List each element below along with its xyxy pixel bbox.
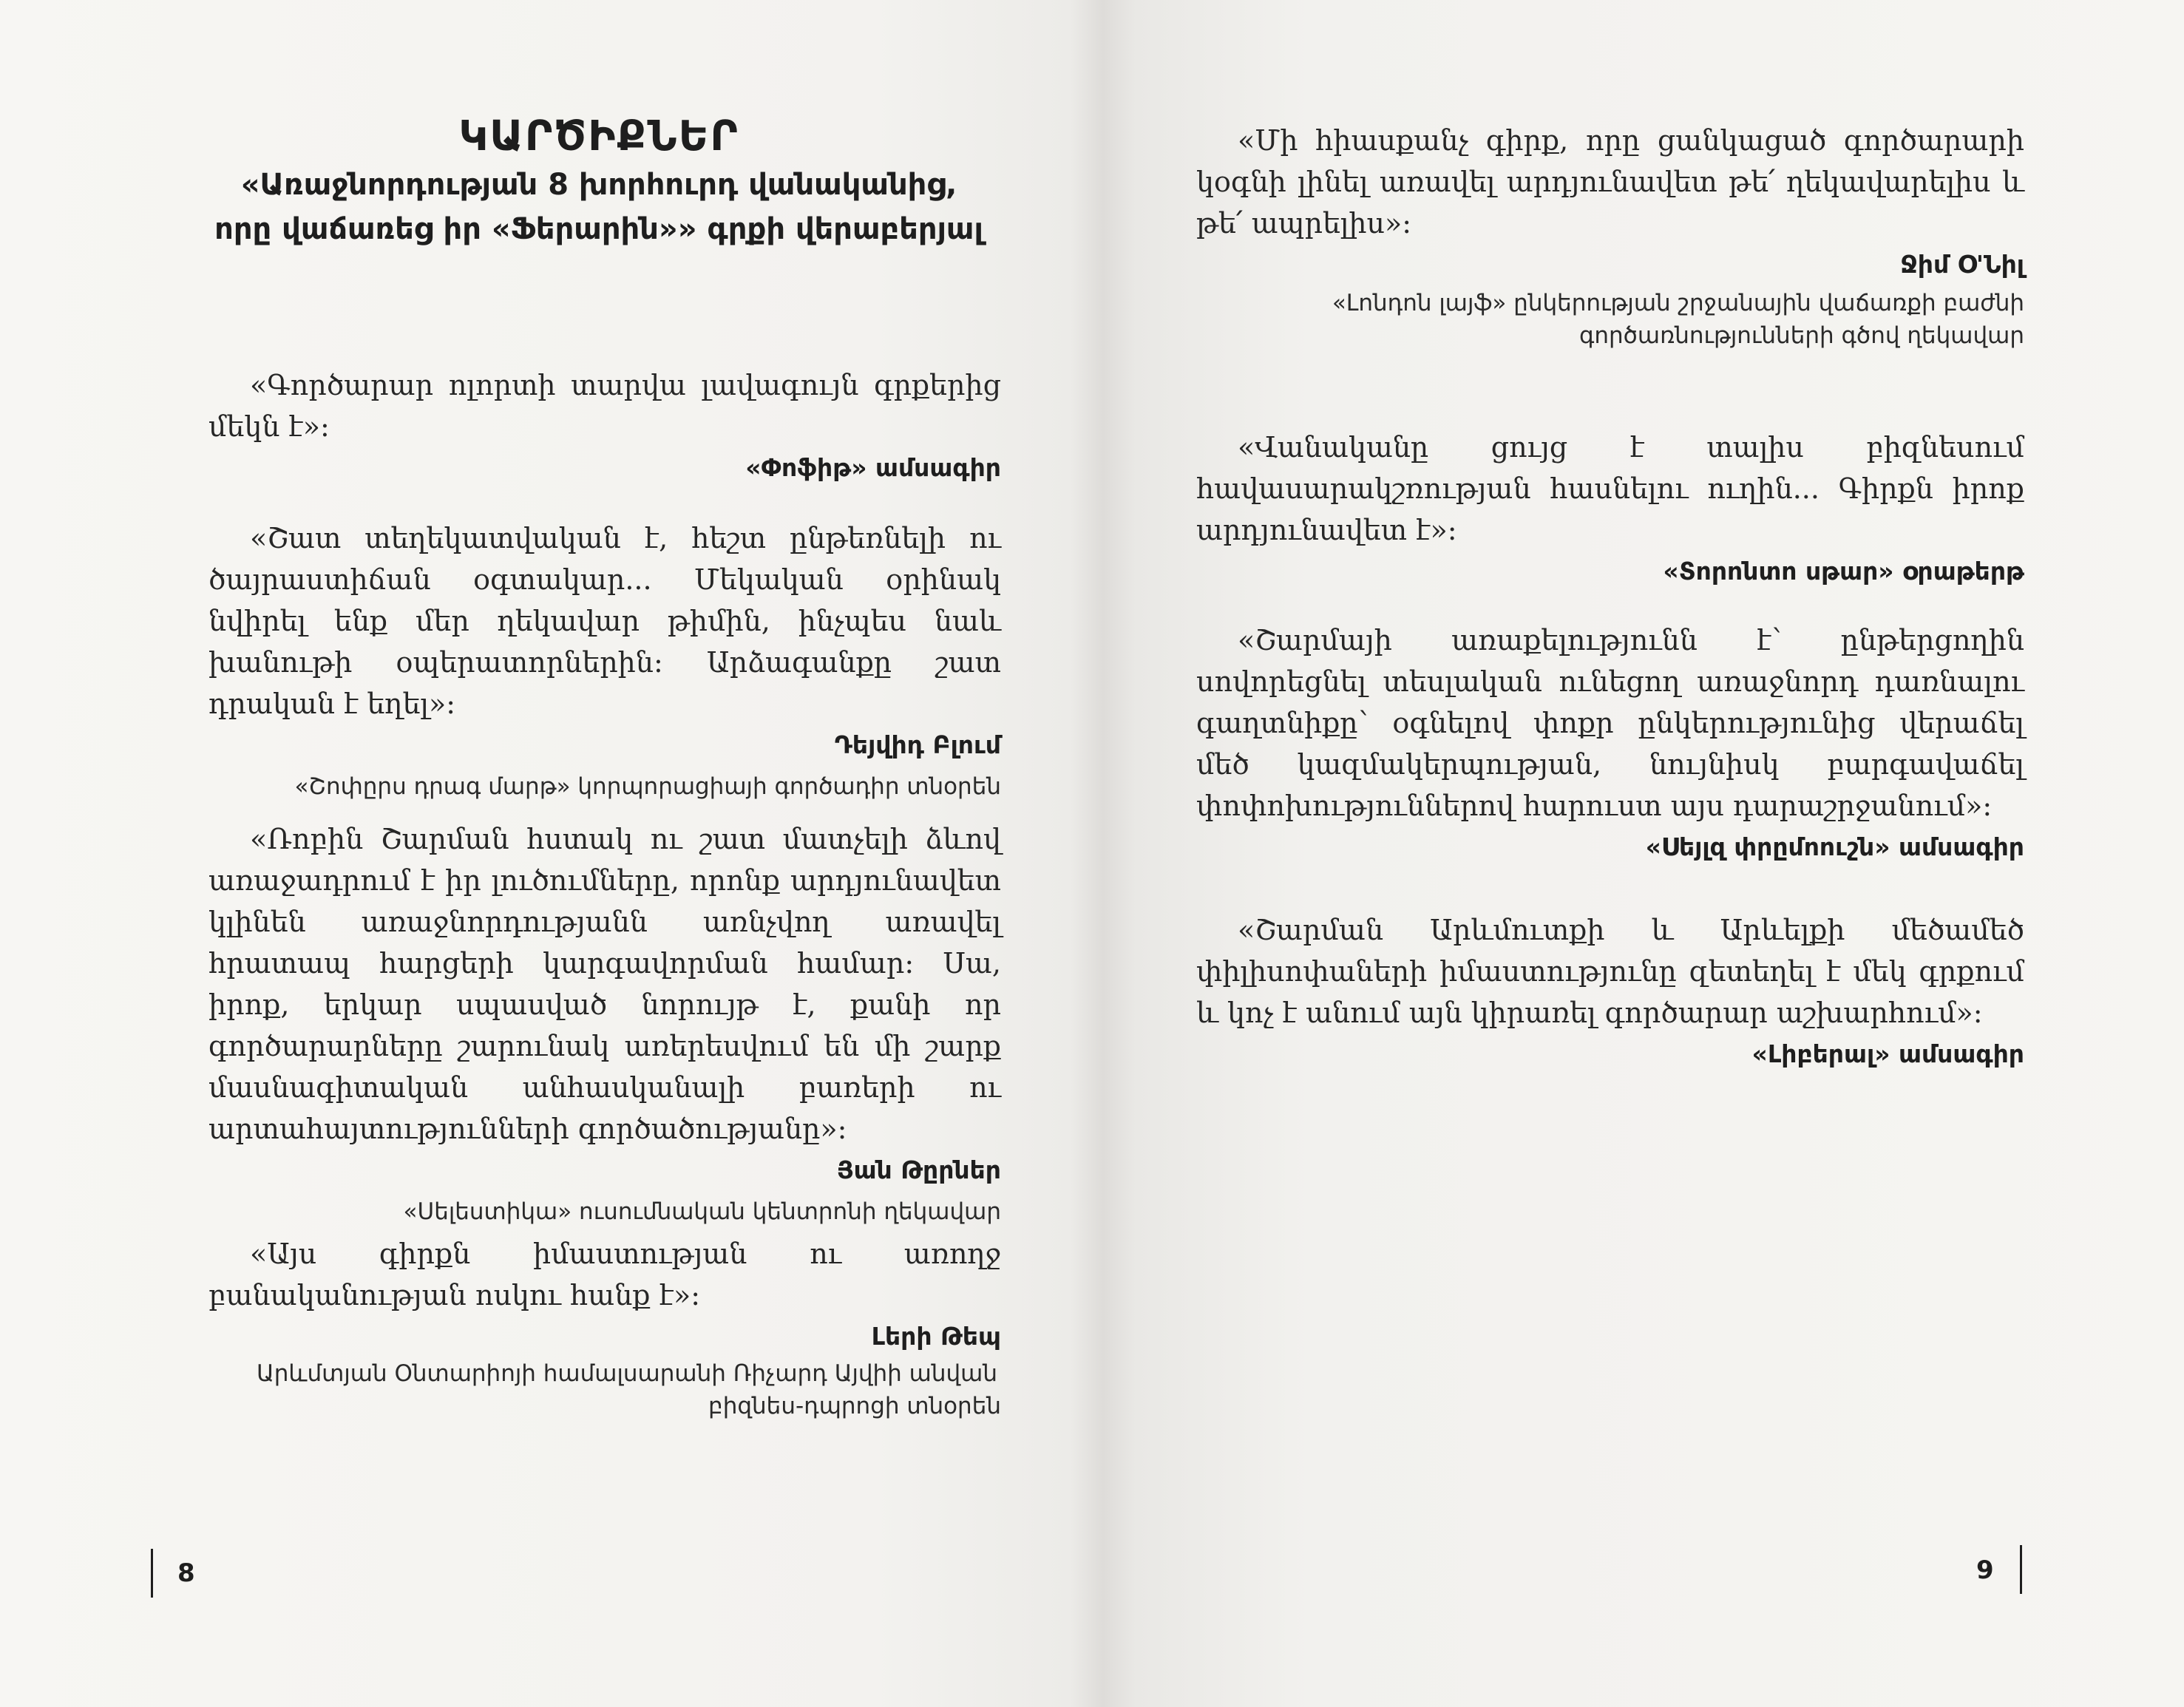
quote-source: «Սեյլզ փրըմոուշն» ամսագիր bbox=[1645, 832, 2024, 861]
review-quote-5 bbox=[1196, 120, 2024, 352]
quote-source: «Փոֆիթ» ամսագիր bbox=[745, 453, 1001, 482]
quote-text: «Մի հիասքանչ գիրք, որը ցանկացած գործարարի կօգնի լինել առավել արդյունավետ թե՛ ղեկավարելիս և թե՛ ապրելիս»: bbox=[1196, 124, 2024, 240]
review-quote-7 bbox=[1196, 620, 2024, 866]
quote-source: «Տորոնտո սթար» օրաթերթ bbox=[1663, 557, 2024, 586]
review-quote-6 bbox=[1196, 427, 2024, 591]
right-page bbox=[1092, 0, 2184, 1707]
quote-author: Լերի Թեպ bbox=[871, 1322, 1001, 1351]
review-quote-3 bbox=[208, 818, 1001, 1228]
quote-text: «Շարման Արևմուտքի և Արևելքի մեծամեծ փիլիսոփաների իմաստությունը զետեղել է մեկ գրքում և կոչ է անում այն կիրառել գործարար աշխարհում»: bbox=[1196, 914, 2024, 1029]
reviews-heading bbox=[207, 111, 991, 251]
quote-text: «Ռոբին Շարման հստակ ու շատ մատչելի ձևով առաջադրում է իր լուծումները, որոնք արդյունավետ կլինեն առաջնորդությանն առնչվող առավել հրատապ հարցերի կարգավորման համար: Սա, իրոք, երկար սպասված նորույթ է, քանի որ գործարարները շարունակ առերեսվում են մի շարք մասնագիտական անհասկանալի բառերի ու արտահայտությունների գործածությանը»: bbox=[208, 823, 1001, 1145]
heading-title: ԿԱՐԾԻՔՆԵՐ bbox=[458, 112, 739, 160]
quote-text: «Այս գիրքն իմաստության ու առողջ բանականության ոսկու հանք է»: bbox=[208, 1238, 1001, 1311]
quote-author-role-line2: բիզնես-դպրոցի տնօրեն bbox=[708, 1393, 1001, 1419]
quote-text: «Շատ տեղեկատվական է, հեշտ ընթեռնելի ու ծայրաստիճան օգտակար... Մեկական օրինակ նվիրել ենք մեր ղեկավար թիմին, ինչպես նաև խանութի օպերատորներին: Արձագանքը շատ դրական է եղել»: bbox=[208, 522, 1001, 720]
quote-source: «Լիբերալ» ամսագիր bbox=[1751, 1039, 2024, 1068]
page-number: 8 bbox=[177, 1558, 195, 1588]
quote-author: Յան Թըրներ bbox=[836, 1155, 1001, 1184]
quote-text: «Վանականը ցույց է տալիս բիզնեսում հավասարակշռության հասնելու ուղին... Գիրքն իրոք արդյունավետ է»: bbox=[1196, 431, 2024, 546]
review-quote-1 bbox=[208, 364, 1001, 487]
page-number-rule bbox=[151, 1549, 153, 1598]
quote-author-role: «Սելեստիկա» ուսումնական կենտրոնի ղեկավար bbox=[403, 1198, 1001, 1225]
review-quote-2 bbox=[208, 517, 1001, 803]
quote-text: «Գործարար ոլորտի տարվա լավագույն գրքերից մեկն է»: bbox=[208, 369, 1001, 443]
quote-text: «Շարմայի առաքելությունն է՝ ընթերցողին սովորեցնել տեսլական ունեցող առաջնորդ դառնալու գաղտնիքը՝ օգնելով փոքր ընկերությունից վերաճել մեծ կազմակերպության, նույնիսկ բարգավաճել փոփոխություններով հարուստ այս դարաշրջանում»: bbox=[1196, 624, 2024, 822]
heading-subtitle-line1: «Առաջնորդության 8 խորհուրդ վանականից, bbox=[240, 168, 957, 202]
quote-author-role-line2: գործառնությունների գծով ղեկավար bbox=[1578, 322, 2024, 349]
quote-author-role-line1: Արևմտյան Օնտարիոյի համալսարանի Ռիչարդ Այվիի անվան bbox=[256, 1360, 997, 1387]
page-number-rule bbox=[2020, 1545, 2022, 1594]
quote-author-role-line1: «Լոնդոն լայֆ» ընկերության շրջանային վաճառքի բաժնի bbox=[1332, 290, 2024, 316]
heading-subtitle-line2: որը վաճառեց իր «Ֆերարին»» գրքի վերաբերյալ bbox=[214, 212, 983, 246]
quote-author: Ջիմ Օ'Նիլ bbox=[1900, 250, 2024, 279]
review-quote-8 bbox=[1196, 909, 2024, 1073]
quote-author: Դեյվիդ Բլում bbox=[834, 730, 1001, 759]
quote-author-role: «Շոփըրս դրագ մարթ» կորպորացիայի գործադիր տնօրեն bbox=[294, 773, 1001, 800]
review-quote-4 bbox=[208, 1233, 1001, 1422]
page-number: 9 bbox=[1976, 1555, 1994, 1585]
